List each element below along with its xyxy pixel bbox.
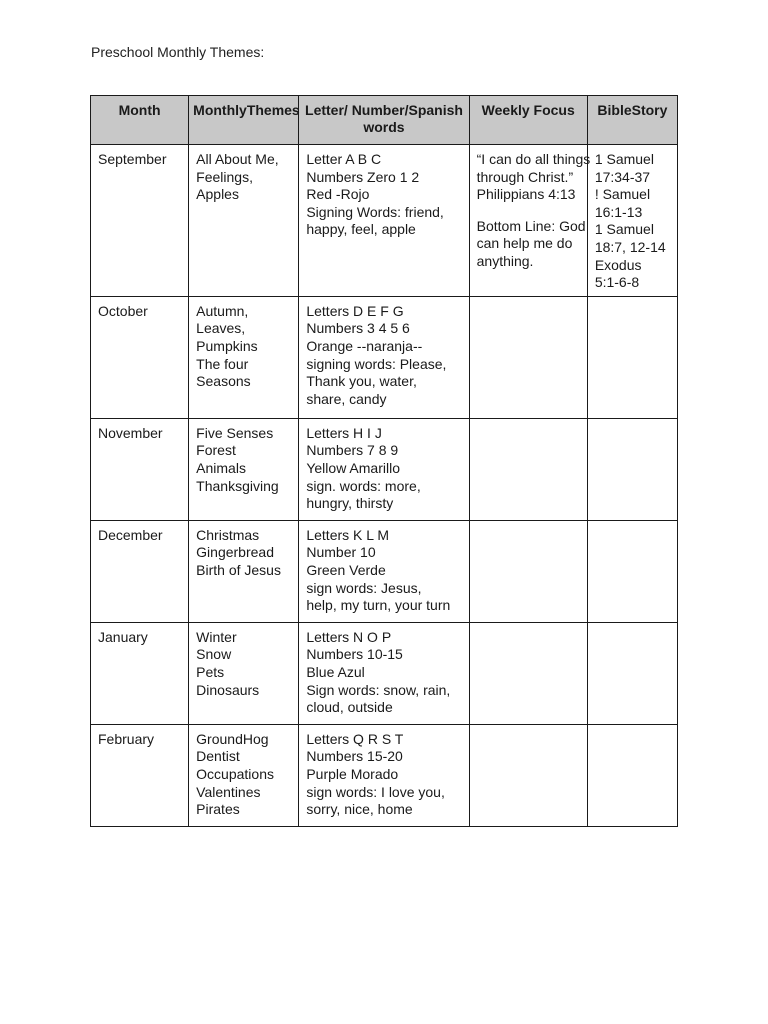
- month-cell: October: [91, 296, 189, 418]
- themes-cell: Winter Snow Pets Dinosaurs: [189, 622, 299, 724]
- table-row: [91, 418, 678, 520]
- weekly-focus-cell: [469, 520, 587, 622]
- month-cell: December: [91, 520, 189, 622]
- monthly-themes-table: [90, 95, 678, 827]
- weekly-focus-cell: “I can do all things through Christ.” Philippians 4:13 Bottom Line: God can help me do anything.: [469, 145, 587, 297]
- month-cell: January: [91, 622, 189, 724]
- weekly-focus-cell: [469, 622, 587, 724]
- themes-cell: Five Senses Forest Animals Thanksgiving: [189, 418, 299, 520]
- header-month: Month: [91, 96, 189, 145]
- bible-story-cell: [587, 724, 677, 826]
- themes-cell: Autumn, Leaves, Pumpkins The four Seasons: [189, 296, 299, 418]
- bible-story-cell: [587, 520, 677, 622]
- month-cell: November: [91, 418, 189, 520]
- weekly-focus-cell: [469, 724, 587, 826]
- bible-story-cell: [587, 418, 677, 520]
- themes-cell: Christmas Gingerbread Birth of Jesus: [189, 520, 299, 622]
- themes-cell: GroundHog Dentist Occupations Valentines Pirates: [189, 724, 299, 826]
- bible-story-cell: [587, 296, 677, 418]
- bible-story-cell: [587, 622, 677, 724]
- letters-cell: Letters K L M Number 10 Green Verde sign words: Jesus, help, my turn, your turn: [299, 520, 469, 622]
- table-row: [91, 145, 678, 297]
- letters-cell: Letters N O P Numbers 10-15 Blue Azul Sign words: snow, rain, cloud, outside: [299, 622, 469, 724]
- table-row: [91, 622, 678, 724]
- weekly-focus-cell: [469, 418, 587, 520]
- table-row: [91, 520, 678, 622]
- header-bible-story: BibleStory: [587, 96, 677, 145]
- header-weekly-focus: Weekly Focus: [469, 96, 587, 145]
- letters-cell: Letter A B C Numbers Zero 1 2 Red -Rojo Signing Words: friend, happy, feel, apple: [299, 145, 469, 297]
- header-monthly-themes: MonthlyThemes: [189, 96, 299, 145]
- letters-cell: Letters D E F G Numbers 3 4 5 6 Orange --naranja-- signing words: Please, Thank you, water, share, candy: [299, 296, 469, 418]
- letters-cell: Letters H I J Numbers 7 8 9 Yellow Amarillo sign. words: more, hungry, thirsty: [299, 418, 469, 520]
- weekly-focus-cell: [469, 296, 587, 418]
- month-cell: September: [91, 145, 189, 297]
- header-letter-number-spanish: Letter/ Number/Spanish words: [299, 96, 469, 145]
- header-row: [91, 96, 678, 145]
- table-row: [91, 724, 678, 826]
- letters-cell: Letters Q R S T Numbers 15-20 Purple Morado sign words: I love you, sorry, nice, home: [299, 724, 469, 826]
- month-cell: February: [91, 724, 189, 826]
- document-title: Preschool Monthly Themes:: [91, 44, 265, 60]
- table-row: [91, 296, 678, 418]
- bible-story-cell: 1 Samuel 17:34-37 ! Samuel 16:1-13 1 Samuel 18:7, 12-14 Exodus 5:1-6-8: [587, 145, 677, 297]
- themes-cell: All About Me, Feelings, Apples: [189, 145, 299, 297]
